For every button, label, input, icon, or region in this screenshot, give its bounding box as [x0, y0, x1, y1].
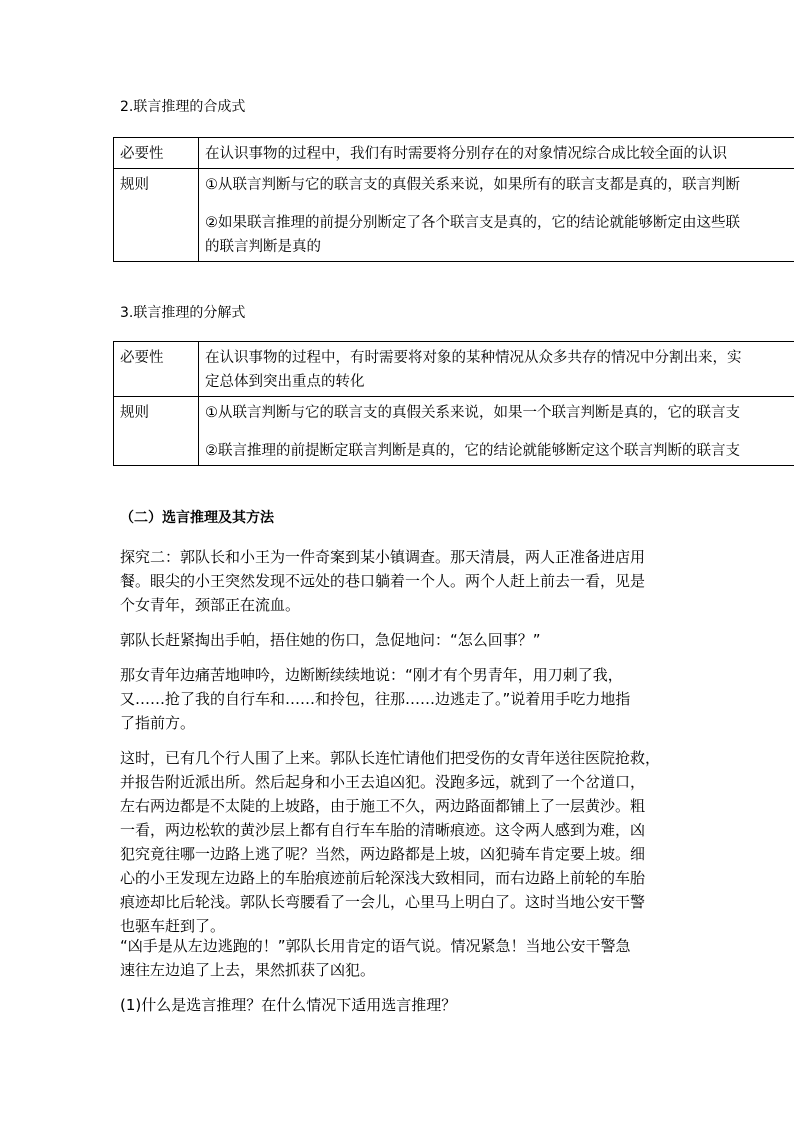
necessity-line: 在认识事物的过程中，有时需要将对象的某种情况从众多共存的情况中分割出来，实	[205, 350, 742, 366]
cell-text-necessity	[199, 342, 794, 397]
rule-line: ②联言推理的前提断定联言判断是真的，它的结论就能够断定这个联言判断的联言支	[205, 443, 740, 459]
table-row	[114, 169, 794, 262]
cell-label-rule: 规则	[114, 169, 199, 262]
cell-text-necessity: 在认识事物的过程中，我们有时需要将分别存在的对象情况综合成比较全面的认识	[199, 138, 794, 169]
paragraph-line: 个女青年，颈部正在流血。	[120, 596, 301, 614]
paragraph-line: 那女青年边痛苦地呻吟，边断断续续地说：“刚才有个男青年，用刀刺了我，	[120, 666, 623, 684]
rule-line: ①从联言判断与它的联言支的真假关系来说，如果所有的联言支都是真的，联言判断	[205, 177, 740, 193]
paragraph-1	[120, 545, 680, 617]
table-row	[114, 138, 794, 169]
paragraph-4	[120, 746, 680, 938]
table-row	[114, 397, 794, 466]
rule-line: ①从联言判断与它的联言支的真假关系来说，如果一个联言判断是真的，它的联言支	[205, 405, 740, 421]
paragraph-line: 速往左边追了上去，果然抓获了凶犯。	[120, 961, 376, 979]
rule-line: ②如果联言推理的前提分别断定了各个联言支是真的，它的结论就能够断定由这些联	[205, 215, 740, 231]
question-1: (1)什么是选言推理？在什么情况下适用选言推理？	[120, 996, 457, 1014]
paragraph-line: 又……抢了我的自行车和……和拎包，往那……边逃走了。”说着用手吃力地指	[120, 690, 631, 708]
table-synthesis	[113, 137, 794, 262]
paragraph-line: 郭队长赶紧掏出手帕，捂住她的伤口，急促地问：“怎么回事？”	[120, 631, 541, 649]
paragraph-2	[120, 628, 680, 652]
cell-label-rule: 规则	[114, 397, 199, 466]
paragraph-line: 并报告附近派出所。然后起身和小王去追凶犯。没跑多远，就到了一个岔道口，	[120, 773, 646, 791]
cell-label-necessity: 必要性	[114, 138, 199, 169]
paragraph-5	[120, 934, 680, 982]
paragraph-line: “凶手是从左边逃跑的！”郭队长用肯定的语气说。情况紧急！当地公安干警急	[120, 937, 631, 955]
heading-synthesis: 2.联言推理的合成式	[120, 99, 246, 115]
paragraph-line: 探究二：郭队长和小王为一件奇案到某小镇调查。那天清晨，两人正准备进店用	[120, 548, 646, 566]
paragraph-line: 痕迹却比后轮浅。郭队长弯腰看了一会儿，心里马上明白了。这时当地公安干警	[120, 893, 646, 911]
paragraph-line: 心的小王发现左边路上的车胎痕迹前后轮深浅大致相同，而右边路上前轮的车胎	[120, 869, 646, 887]
table-row	[114, 342, 794, 397]
cell-text-rule	[199, 169, 794, 262]
paragraph-line: 左右两边都是不太陡的上坡路，由于施工不久，两边路面都铺上了一层黄沙。粗	[120, 797, 646, 815]
paragraph-line: 犯究竟往哪一边路上逃了呢？当然，两边路都是上坡，凶犯骑车肯定要上坡。细	[120, 845, 646, 863]
paragraph-line: 这时，已有几个行人围了上来。郭队长连忙请他们把受伤的女青年送往医院抢救，	[120, 749, 661, 767]
cell-text-rule	[199, 397, 794, 466]
necessity-line: 定总体到突出重点的转化	[205, 374, 365, 390]
paragraph-line: 餐。眼尖的小王突然发现不远处的巷口躺着一个人。两个人赶上前去一看，见是	[120, 572, 646, 590]
heading-decomposition: 3.联言推理的分解式	[120, 305, 246, 321]
rule-line: 的联言判断是真的	[205, 239, 321, 255]
paragraph-3	[120, 663, 680, 735]
paragraph-line: 一看，两边松软的黄沙层上都有自行车车胎的清晰痕迹。这令两人感到为难，凶	[120, 821, 646, 839]
table-decomposition	[113, 341, 794, 466]
paragraph-line: 也驱车赶到了。	[120, 917, 226, 935]
cell-label-necessity: 必要性	[114, 342, 199, 397]
heading-section2: （二）选言推理及其方法	[120, 510, 274, 526]
paragraph-line: 了指前方。	[120, 714, 196, 732]
